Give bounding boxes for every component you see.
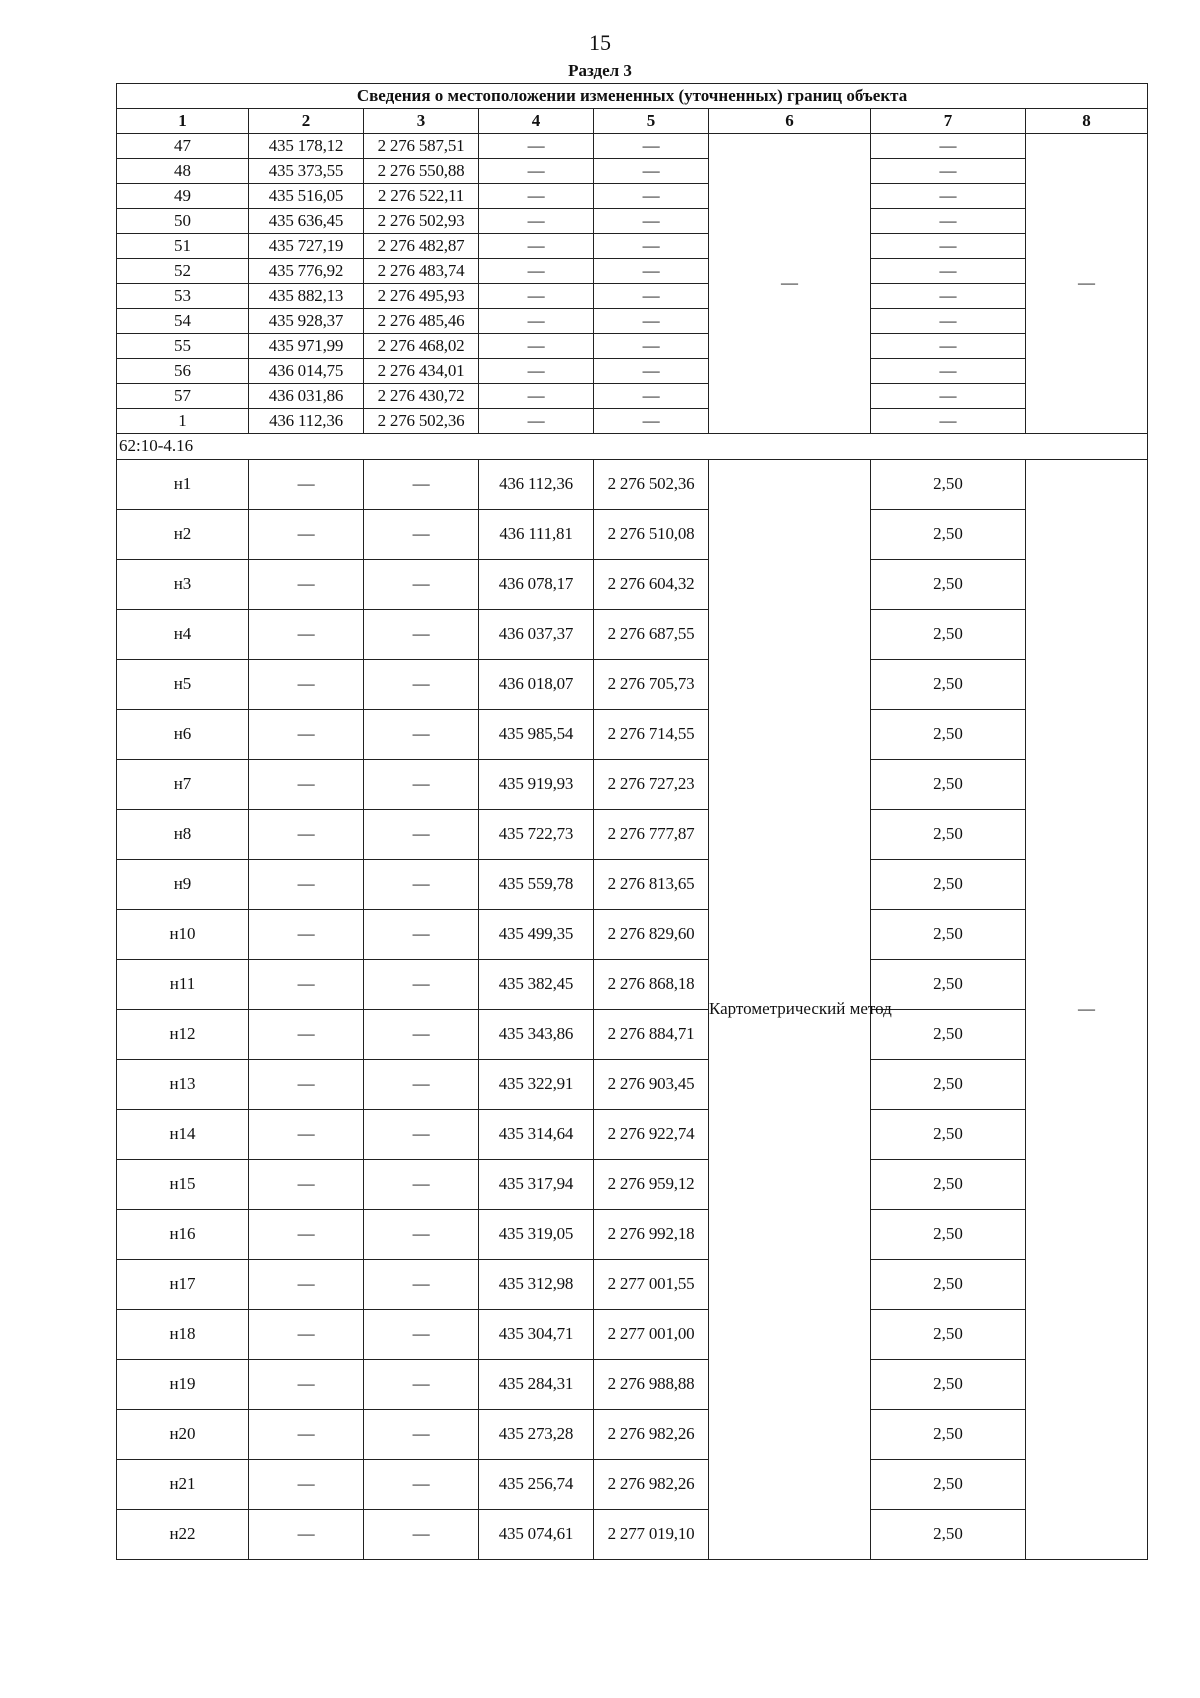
- table-row: [117, 560, 1148, 610]
- accuracy-cell: 2,50: [871, 1260, 1026, 1310]
- point-number-cell: н14: [117, 1110, 249, 1160]
- table-row: [117, 134, 1148, 159]
- x-refined-cell: 435 985,54: [479, 710, 594, 760]
- table-row: [117, 1210, 1148, 1260]
- x-existing-cell: —: [249, 1460, 364, 1510]
- accuracy-cell: 2,50: [871, 560, 1026, 610]
- x-existing-cell: —: [249, 1110, 364, 1160]
- y-existing-cell: —: [364, 1460, 479, 1510]
- y-existing-cell: 2 276 550,88: [364, 159, 479, 184]
- column-number: 1: [117, 109, 249, 134]
- accuracy-cell: —: [871, 259, 1026, 284]
- column-numbers-row: [117, 109, 1148, 134]
- accuracy-cell: —: [871, 159, 1026, 184]
- y-existing-cell: 2 276 434,01: [364, 359, 479, 384]
- point-number-cell: н21: [117, 1460, 249, 1510]
- y-refined-cell: 2 277 001,00: [594, 1310, 709, 1360]
- y-refined-cell: —: [594, 359, 709, 384]
- x-existing-cell: —: [249, 1060, 364, 1110]
- y-existing-cell: —: [364, 1310, 479, 1360]
- x-existing-cell: —: [249, 610, 364, 660]
- table-caption: Сведения о местоположении измененных (уточненных) границ объекта: [117, 84, 1148, 109]
- accuracy-cell: 2,50: [871, 960, 1026, 1010]
- x-refined-cell: 436 078,17: [479, 560, 594, 610]
- accuracy-cell: —: [871, 184, 1026, 209]
- point-number-cell: 48: [117, 159, 249, 184]
- accuracy-cell: —: [871, 209, 1026, 234]
- y-refined-cell: 2 276 868,18: [594, 960, 709, 1010]
- table-row: [117, 409, 1148, 434]
- table-row: [117, 259, 1148, 284]
- y-refined-cell: 2 276 510,08: [594, 510, 709, 560]
- y-refined-cell: 2 276 982,26: [594, 1460, 709, 1510]
- accuracy-cell: 2,50: [871, 1360, 1026, 1410]
- point-number-cell: н16: [117, 1210, 249, 1260]
- group-label-row: [117, 434, 1148, 460]
- column-number: 6: [709, 109, 871, 134]
- y-existing-cell: 2 276 430,72: [364, 384, 479, 409]
- table-row: [117, 960, 1148, 1010]
- accuracy-cell: 2,50: [871, 860, 1026, 910]
- y-existing-cell: —: [364, 610, 479, 660]
- y-existing-cell: —: [364, 1410, 479, 1460]
- y-existing-cell: 2 276 502,36: [364, 409, 479, 434]
- x-refined-cell: —: [479, 384, 594, 409]
- x-refined-cell: 436 018,07: [479, 660, 594, 710]
- y-existing-cell: 2 276 483,74: [364, 259, 479, 284]
- cadastral-group-label: 62:10-4.16: [117, 434, 1148, 460]
- accuracy-cell: 2,50: [871, 660, 1026, 710]
- y-existing-cell: —: [364, 710, 479, 760]
- point-number-cell: н12: [117, 1010, 249, 1060]
- x-refined-cell: 435 256,74: [479, 1460, 594, 1510]
- y-refined-cell: 2 276 884,71: [594, 1010, 709, 1060]
- accuracy-cell: 2,50: [871, 910, 1026, 960]
- x-refined-cell: 435 499,35: [479, 910, 594, 960]
- y-existing-cell: 2 276 522,11: [364, 184, 479, 209]
- point-number-cell: н22: [117, 1510, 249, 1560]
- y-refined-cell: —: [594, 409, 709, 434]
- accuracy-cell: 2,50: [871, 1460, 1026, 1510]
- y-existing-cell: —: [364, 960, 479, 1010]
- accuracy-cell: 2,50: [871, 1410, 1026, 1460]
- x-existing-cell: —: [249, 560, 364, 610]
- y-existing-cell: —: [364, 1510, 479, 1560]
- y-existing-cell: —: [364, 1160, 479, 1210]
- y-refined-cell: 2 276 705,73: [594, 660, 709, 710]
- y-existing-cell: —: [364, 660, 479, 710]
- accuracy-cell: —: [871, 284, 1026, 309]
- point-number-cell: н8: [117, 810, 249, 860]
- x-refined-cell: 435 322,91: [479, 1060, 594, 1110]
- table-row: [117, 760, 1148, 810]
- x-existing-cell: —: [249, 660, 364, 710]
- table-row: [117, 1260, 1148, 1310]
- point-number-cell: н15: [117, 1160, 249, 1210]
- column-number: 4: [479, 109, 594, 134]
- point-number-cell: н11: [117, 960, 249, 1010]
- x-refined-cell: —: [479, 234, 594, 259]
- y-refined-cell: 2 276 988,88: [594, 1360, 709, 1410]
- x-refined-cell: 436 111,81: [479, 510, 594, 560]
- page-number: 15: [589, 30, 611, 55]
- point-number-cell: н19: [117, 1360, 249, 1410]
- table-row: [117, 384, 1148, 409]
- point-number-cell: 50: [117, 209, 249, 234]
- table-row: [117, 460, 1148, 510]
- point-number-cell: 51: [117, 234, 249, 259]
- y-refined-cell: —: [594, 184, 709, 209]
- x-existing-cell: —: [249, 510, 364, 560]
- y-refined-cell: —: [594, 234, 709, 259]
- y-existing-cell: —: [364, 1010, 479, 1060]
- y-refined-cell: 2 276 992,18: [594, 1210, 709, 1260]
- x-refined-cell: 435 304,71: [479, 1310, 594, 1360]
- accuracy-cell: 2,50: [871, 710, 1026, 760]
- accuracy-cell: —: [871, 409, 1026, 434]
- x-existing-cell: 435 882,13: [249, 284, 364, 309]
- x-existing-cell: 436 031,86: [249, 384, 364, 409]
- y-refined-cell: 2 276 714,55: [594, 710, 709, 760]
- y-refined-cell: —: [594, 209, 709, 234]
- point-number-cell: н6: [117, 710, 249, 760]
- y-existing-cell: —: [364, 1210, 479, 1260]
- y-refined-cell: 2 276 982,26: [594, 1410, 709, 1460]
- x-existing-cell: —: [249, 710, 364, 760]
- x-refined-cell: —: [479, 134, 594, 159]
- x-refined-cell: 435 312,98: [479, 1260, 594, 1310]
- x-refined-cell: 435 314,64: [479, 1110, 594, 1160]
- point-number-cell: н18: [117, 1310, 249, 1360]
- y-existing-cell: —: [364, 1110, 479, 1160]
- x-existing-cell: —: [249, 1010, 364, 1060]
- point-number-cell: н10: [117, 910, 249, 960]
- x-existing-cell: 436 112,36: [249, 409, 364, 434]
- point-number-cell: н17: [117, 1260, 249, 1310]
- table-row: [117, 184, 1148, 209]
- x-existing-cell: —: [249, 1510, 364, 1560]
- x-refined-cell: —: [479, 359, 594, 384]
- y-existing-cell: 2 276 502,93: [364, 209, 479, 234]
- accuracy-cell: 2,50: [871, 810, 1026, 860]
- accuracy-cell: 2,50: [871, 1110, 1026, 1160]
- y-refined-cell: 2 276 604,32: [594, 560, 709, 610]
- table-row: [117, 1310, 1148, 1360]
- table-row: [117, 710, 1148, 760]
- method-cell: Картометрический метод: [709, 460, 871, 1560]
- accuracy-cell: —: [871, 134, 1026, 159]
- column-number: 7: [871, 109, 1026, 134]
- table-row: [117, 1410, 1148, 1460]
- x-refined-cell: —: [479, 184, 594, 209]
- y-existing-cell: —: [364, 1060, 479, 1110]
- x-existing-cell: —: [249, 1360, 364, 1410]
- accuracy-cell: 2,50: [871, 1060, 1026, 1110]
- y-refined-cell: —: [594, 159, 709, 184]
- x-refined-cell: —: [479, 284, 594, 309]
- x-refined-cell: 435 319,05: [479, 1210, 594, 1260]
- point-number-cell: 49: [117, 184, 249, 209]
- y-existing-cell: —: [364, 1260, 479, 1310]
- table-row: [117, 284, 1148, 309]
- y-refined-cell: 2 276 502,36: [594, 460, 709, 510]
- y-refined-cell: 2 276 813,65: [594, 860, 709, 910]
- y-refined-cell: —: [594, 134, 709, 159]
- x-refined-cell: 435 382,45: [479, 960, 594, 1010]
- x-refined-cell: 435 722,73: [479, 810, 594, 860]
- x-refined-cell: —: [479, 159, 594, 184]
- y-existing-cell: 2 276 482,87: [364, 234, 479, 259]
- accuracy-cell: 2,50: [871, 760, 1026, 810]
- boundary-table: [116, 83, 1148, 1560]
- table-row: [117, 234, 1148, 259]
- x-existing-cell: 435 373,55: [249, 159, 364, 184]
- x-existing-cell: —: [249, 1410, 364, 1460]
- accuracy-cell: —: [871, 309, 1026, 334]
- y-existing-cell: 2 276 468,02: [364, 334, 479, 359]
- y-refined-cell: 2 276 903,45: [594, 1060, 709, 1110]
- x-existing-cell: —: [249, 1310, 364, 1360]
- point-number-cell: н13: [117, 1060, 249, 1110]
- table-row: [117, 334, 1148, 359]
- x-existing-cell: 436 014,75: [249, 359, 364, 384]
- y-existing-cell: —: [364, 460, 479, 510]
- description-cell: —: [1026, 460, 1148, 1560]
- x-refined-cell: —: [479, 209, 594, 234]
- x-refined-cell: —: [479, 409, 594, 434]
- accuracy-cell: 2,50: [871, 1160, 1026, 1210]
- x-existing-cell: 435 928,37: [249, 309, 364, 334]
- y-refined-cell: 2 276 829,60: [594, 910, 709, 960]
- table-row: [117, 1010, 1148, 1060]
- x-existing-cell: —: [249, 1260, 364, 1310]
- x-refined-cell: 435 317,94: [479, 1160, 594, 1210]
- table-row: [117, 1360, 1148, 1410]
- x-existing-cell: —: [249, 1160, 364, 1210]
- accuracy-cell: —: [871, 334, 1026, 359]
- x-refined-cell: 436 112,36: [479, 460, 594, 510]
- point-number-cell: н7: [117, 760, 249, 810]
- table-row: [117, 510, 1148, 560]
- x-refined-cell: 435 074,61: [479, 1510, 594, 1560]
- y-refined-cell: —: [594, 309, 709, 334]
- point-number-cell: н5: [117, 660, 249, 710]
- y-existing-cell: —: [364, 810, 479, 860]
- point-number-cell: 53: [117, 284, 249, 309]
- x-refined-cell: —: [479, 309, 594, 334]
- x-refined-cell: —: [479, 259, 594, 284]
- table-row: [117, 359, 1148, 384]
- description-cell: —: [1026, 134, 1148, 434]
- accuracy-cell: 2,50: [871, 460, 1026, 510]
- y-refined-cell: —: [594, 384, 709, 409]
- column-number: 2: [249, 109, 364, 134]
- y-existing-cell: —: [364, 860, 479, 910]
- x-existing-cell: 435 178,12: [249, 134, 364, 159]
- y-existing-cell: —: [364, 1360, 479, 1410]
- y-refined-cell: 2 276 959,12: [594, 1160, 709, 1210]
- column-number: 5: [594, 109, 709, 134]
- accuracy-cell: —: [871, 234, 1026, 259]
- table-row: [117, 1110, 1148, 1160]
- column-number: 3: [364, 109, 479, 134]
- y-refined-cell: 2 276 922,74: [594, 1110, 709, 1160]
- point-number-cell: 54: [117, 309, 249, 334]
- point-number-cell: н3: [117, 560, 249, 610]
- point-number-cell: 55: [117, 334, 249, 359]
- table-row: [117, 610, 1148, 660]
- table-row: [117, 660, 1148, 710]
- column-number: 8: [1026, 109, 1148, 134]
- table-row: [117, 860, 1148, 910]
- x-refined-cell: 435 273,28: [479, 1410, 594, 1460]
- table-row: [117, 810, 1148, 860]
- x-existing-cell: 435 971,99: [249, 334, 364, 359]
- x-refined-cell: 435 284,31: [479, 1360, 594, 1410]
- accuracy-cell: 2,50: [871, 610, 1026, 660]
- point-number-cell: н20: [117, 1410, 249, 1460]
- x-existing-cell: —: [249, 860, 364, 910]
- y-existing-cell: —: [364, 560, 479, 610]
- point-number-cell: н2: [117, 510, 249, 560]
- x-refined-cell: —: [479, 334, 594, 359]
- y-refined-cell: —: [594, 284, 709, 309]
- y-refined-cell: 2 277 001,55: [594, 1260, 709, 1310]
- y-existing-cell: —: [364, 510, 479, 560]
- table-row: [117, 910, 1148, 960]
- x-existing-cell: —: [249, 810, 364, 860]
- point-number-cell: 56: [117, 359, 249, 384]
- point-number-cell: 57: [117, 384, 249, 409]
- point-number-cell: 1: [117, 409, 249, 434]
- table-row: [117, 159, 1148, 184]
- x-refined-cell: 435 919,93: [479, 760, 594, 810]
- accuracy-cell: 2,50: [871, 1010, 1026, 1060]
- x-existing-cell: —: [249, 1210, 364, 1260]
- y-refined-cell: 2 277 019,10: [594, 1510, 709, 1560]
- section-title: Раздел 3: [568, 61, 632, 80]
- y-existing-cell: —: [364, 760, 479, 810]
- x-existing-cell: —: [249, 910, 364, 960]
- point-number-cell: 47: [117, 134, 249, 159]
- y-refined-cell: —: [594, 334, 709, 359]
- x-existing-cell: —: [249, 460, 364, 510]
- point-number-cell: н4: [117, 610, 249, 660]
- point-number-cell: н9: [117, 860, 249, 910]
- table-row: [117, 1160, 1148, 1210]
- x-existing-cell: 435 776,92: [249, 259, 364, 284]
- table-row: [117, 209, 1148, 234]
- x-existing-cell: 435 727,19: [249, 234, 364, 259]
- x-existing-cell: —: [249, 960, 364, 1010]
- table-row: [117, 1510, 1148, 1560]
- accuracy-cell: 2,50: [871, 510, 1026, 560]
- y-existing-cell: 2 276 485,46: [364, 309, 479, 334]
- point-number-cell: н1: [117, 460, 249, 510]
- y-existing-cell: 2 276 587,51: [364, 134, 479, 159]
- x-refined-cell: 435 559,78: [479, 860, 594, 910]
- accuracy-cell: —: [871, 384, 1026, 409]
- y-refined-cell: 2 276 687,55: [594, 610, 709, 660]
- y-refined-cell: —: [594, 259, 709, 284]
- y-existing-cell: 2 276 495,93: [364, 284, 479, 309]
- x-refined-cell: 435 343,86: [479, 1010, 594, 1060]
- point-number-cell: 52: [117, 259, 249, 284]
- table-row: [117, 1060, 1148, 1110]
- accuracy-cell: —: [871, 359, 1026, 384]
- accuracy-cell: 2,50: [871, 1510, 1026, 1560]
- accuracy-cell: 2,50: [871, 1310, 1026, 1360]
- method-cell: —: [709, 134, 871, 434]
- accuracy-cell: 2,50: [871, 1210, 1026, 1260]
- x-existing-cell: 435 516,05: [249, 184, 364, 209]
- table-row: [117, 309, 1148, 334]
- y-refined-cell: 2 276 727,23: [594, 760, 709, 810]
- y-refined-cell: 2 276 777,87: [594, 810, 709, 860]
- table-row: [117, 1460, 1148, 1510]
- x-refined-cell: 436 037,37: [479, 610, 594, 660]
- x-existing-cell: 435 636,45: [249, 209, 364, 234]
- y-existing-cell: —: [364, 910, 479, 960]
- x-existing-cell: —: [249, 760, 364, 810]
